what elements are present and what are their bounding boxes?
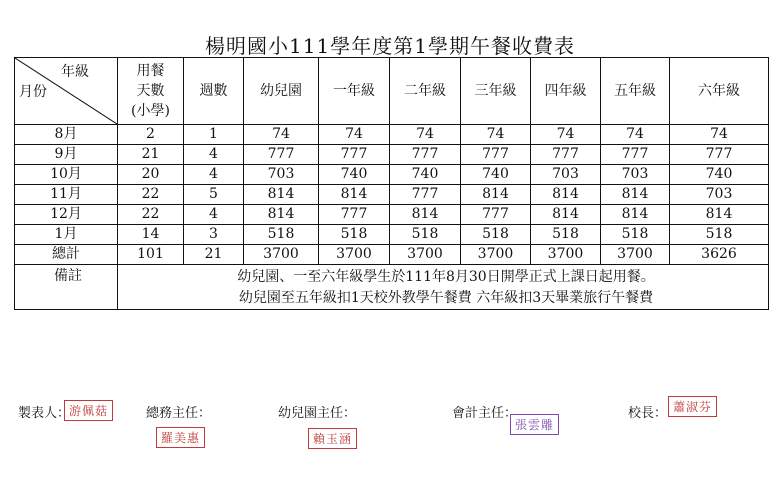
notes-row [15,265,769,310]
grade2-cell: 3700 [390,245,461,265]
grade6-cell: 74 [670,125,769,145]
grade1-cell: 518 [319,225,390,245]
grade4-header: 四年級 [531,58,601,125]
fee-table [14,57,769,310]
grade5-cell: 3700 [601,245,670,265]
grade6-cell: 814 [670,205,769,225]
header-diagonal-cell [15,58,118,125]
grade3-cell: 814 [461,185,531,205]
kg-cell: 703 [244,165,319,185]
grade2-cell: 814 [390,205,461,225]
grade1-cell: 814 [319,185,390,205]
table-row [15,225,769,245]
grade3-cell: 3700 [461,245,531,265]
grade4-cell: 74 [531,125,601,145]
days-header-line2: 天數 [136,83,165,99]
grade2-header: 二年級 [390,58,461,125]
weeks-cell: 4 [184,145,244,165]
days-cell: 21 [118,145,184,165]
grade2-cell: 740 [390,165,461,185]
notes-text [118,265,769,310]
principal-stamp: 蕭淑芬 [668,396,717,417]
kg-header: 幼兒園 [244,58,319,125]
month-cell: 8月 [15,125,118,145]
grade6-cell: 703 [670,185,769,205]
days-cell: 22 [118,205,184,225]
grade5-cell: 518 [601,225,670,245]
table-row [15,165,769,185]
grade3-cell: 518 [461,225,531,245]
days-header-line3: (小學) [131,103,170,119]
days-header [118,58,184,125]
grade4-cell: 777 [531,145,601,165]
grade1-cell: 3700 [319,245,390,265]
grade5-cell: 814 [601,185,670,205]
kg-cell: 518 [244,225,319,245]
grade1-cell: 777 [319,145,390,165]
days-cell: 2 [118,125,184,145]
kg-cell: 814 [244,205,319,225]
grade5-cell: 703 [601,165,670,185]
weeks-cell: 21 [184,245,244,265]
grade6-cell: 777 [670,145,769,165]
kindergarten-director-label: 幼兒園主任： [278,406,357,421]
page-title: 楊明國小111學年度第1學期午餐收費表 [205,34,575,58]
month-cell: 10月 [15,165,118,185]
grade4-cell: 703 [531,165,601,185]
grade3-cell: 777 [461,145,531,165]
grade-label: 年級 [61,64,89,80]
grade5-header: 五年級 [601,58,670,125]
header-row [15,58,769,125]
grade2-cell: 518 [390,225,461,245]
grade4-cell: 814 [531,185,601,205]
grade6-cell: 740 [670,165,769,185]
accounting-stamp: 張雲雕 [510,414,559,435]
principal-label: 校長： [628,406,668,421]
kg-cell: 814 [244,185,319,205]
grade3-cell: 777 [461,205,531,225]
month-cell: 9月 [15,145,118,165]
grade1-cell: 777 [319,205,390,225]
grade6-header: 六年級 [670,58,769,125]
grade5-cell: 814 [601,205,670,225]
grade1-cell: 740 [319,165,390,185]
days-cell: 20 [118,165,184,185]
grade1-cell: 74 [319,125,390,145]
notes-label: 備註 [15,265,118,310]
general-affairs-label: 總務主任： [146,406,212,421]
grade2-cell: 74 [390,125,461,145]
days-cell: 14 [118,225,184,245]
grade1-header: 一年級 [319,58,390,125]
month-cell: 1月 [15,225,118,245]
days-cell: 101 [118,245,184,265]
days-cell: 22 [118,185,184,205]
grade3-cell: 74 [461,125,531,145]
month-cell: 12月 [15,205,118,225]
notes-line2: 幼兒園至五年級扣1天校外教學午餐費 六年級扣3天畢業旅行午餐費 [238,290,654,306]
grade6-cell: 3626 [670,245,769,265]
total-row [15,245,769,265]
grade2-cell: 777 [390,145,461,165]
table-row [15,185,769,205]
grade4-cell: 518 [531,225,601,245]
weeks-cell: 4 [184,205,244,225]
notes-line1: 幼兒園、一至六年級學生於111年8月30日開學正式上課日起用餐。 [237,269,655,285]
grade4-cell: 3700 [531,245,601,265]
grade3-cell: 740 [461,165,531,185]
grade6-cell: 518 [670,225,769,245]
kg-cell: 74 [244,125,319,145]
table-row [15,125,769,145]
accounting-label: 會計主任： [452,406,518,421]
weeks-cell: 4 [184,165,244,185]
grade5-cell: 74 [601,125,670,145]
table-row [15,145,769,165]
general-affairs-stamp: 羅美惠 [156,427,205,448]
total-label: 總計 [15,245,118,265]
grade3-header: 三年級 [461,58,531,125]
weeks-cell: 1 [184,125,244,145]
maker-label: 製表人： [18,406,71,421]
weeks-cell: 5 [184,185,244,205]
month-cell: 11月 [15,185,118,205]
month-label: 月份 [19,84,47,100]
grade4-cell: 814 [531,205,601,225]
kg-cell: 3700 [244,245,319,265]
kindergarten-director-stamp: 賴玉涵 [308,428,357,449]
days-header-line1: 用餐 [136,63,165,79]
grade5-cell: 777 [601,145,670,165]
table-row [15,205,769,225]
grade2-cell: 777 [390,185,461,205]
maker-stamp: 游佩菇 [64,400,113,421]
kg-cell: 777 [244,145,319,165]
weeks-cell: 3 [184,225,244,245]
weeks-header: 週數 [184,58,244,125]
